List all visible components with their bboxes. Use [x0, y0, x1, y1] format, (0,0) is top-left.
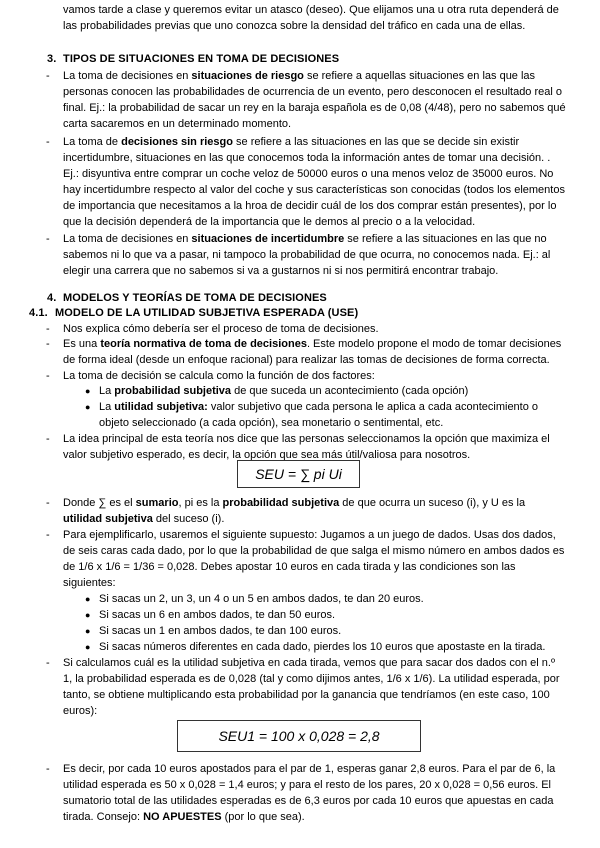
factor-utility-line-1: La utilidad subjetiva: valor subjetivo que cada persona le aplica a cada acontecimiento o	[99, 401, 539, 413]
no-risk-line-5: de importancia que necesitamos a la hroa de decidir cuál de los dos comprar están presentes), por lo	[63, 200, 557, 212]
bullet-marker: ●	[85, 642, 91, 652]
condition-item: Si sacas un 1 en ambos dados, te dan 100 euros.	[99, 625, 342, 637]
bullet-marker: ●	[85, 402, 91, 412]
risk-line-2: personas conocen las probabilidades de ocurrencia de un evento, pero desconocen el resultado real o	[63, 86, 563, 98]
condition-item: Si sacas números diferentes en cada dado, pierdes los 10 euros que apostaste en la tirada.	[99, 641, 546, 653]
main-idea-line-2: valor subjetivo esperado, es decir, la opción que sea más útil/valiosa para nosotros.	[63, 449, 471, 461]
factor-utility-line-2: objeto seleccionado (a cada opción), sea monetario o sentimental, etc.	[99, 417, 444, 429]
conclusion-line-4: tirada. Consejo: NO APUESTES (por lo que sea).	[63, 811, 305, 823]
calculation-line-1: Si calculamos cuál es la utilidad subjetiva en cada tirada, vemos que para sacar dos dados con el n.º	[63, 657, 555, 669]
calculation-line-3: tanto, se obtiene multiplicando esta probabilidad por la ganancia que tendríamos (en este caso, 100	[63, 689, 550, 701]
bullet-marker: ●	[85, 610, 91, 620]
use-intro-line: Nos explica cómo debería ser el proceso de toma de decisiones.	[63, 323, 379, 335]
formula-explanation-line-2: utilidad subjetiva del suceso (i).	[63, 513, 225, 525]
uncertainty-line-3: elegir una carrera que no sabemos si va a gustarnos ni si nos permitirá encontrar trabajo.	[63, 265, 499, 277]
seu-formula: SEU = ∑ pi Ui	[255, 466, 342, 482]
condition-item: Si sacas un 6 en ambos dados, te dan 50 euros.	[99, 609, 336, 621]
risk-line-4: carta sacaremos en un determinado momento.	[63, 118, 292, 130]
example-line-3: de 1/6 x 1/6 = 1/36 = 0,028. Debes apostar 10 euros en cada tirada y las condiciones son las	[63, 561, 516, 573]
seu-formula-box	[237, 460, 360, 488]
section-3-heading: TIPOS DE SITUACIONES EN TOMA DE DECISIONES	[63, 53, 340, 65]
dash-marker: -	[46, 136, 50, 148]
risk-line-1: La toma de decisiones en situaciones de riesgo se refiere a aquellas situaciones en las que las	[63, 70, 536, 82]
conclusion-line-2: utilidad esperada es 50 x 0,028 = 1,4 euros; y para el resto de los pares, 20 x 0,028 = 0,56 euros. El	[63, 779, 551, 791]
subsection-heading: MODELO DE LA UTILIDAD SUBJETIVA ESPERADA (USE)	[55, 307, 359, 319]
subsection-number: 4.1.	[29, 307, 48, 319]
condition-item: Si sacas un 2, un 3, un 4 o un 5 en ambos dados, te dan 20 euros.	[99, 593, 424, 605]
uncertainty-line-1: La toma de decisiones en situaciones de incertidumbre se refiere a las situaciones en las que no	[63, 233, 547, 245]
factor-probability: La probabilidad subjetiva de que suceda un acontecimiento (cada opción)	[99, 385, 469, 397]
dash-marker: -	[46, 338, 50, 350]
calculation-line-2: 1, la probabilidad esperada es de 0,028 (tal y como dijimos antes, 1/6 x 1/6). La utilidad esperada, por	[63, 673, 560, 685]
seu1-formula-box	[177, 720, 421, 752]
dash-marker: -	[46, 433, 50, 445]
dash-marker: -	[46, 763, 50, 775]
dash-marker: -	[46, 529, 50, 541]
intro-line-1: vamos tarde a clase y queremos evitar un atasco (deseo). Que elijamos una u otra ruta dependerá de	[63, 4, 559, 16]
calculation-line-4: euros):	[63, 705, 98, 717]
example-line-4: siguientes:	[63, 577, 116, 589]
main-idea-line-1: La idea principal de esta teoría nos dice que las personas seleccionamos la opción que maximiza el	[63, 433, 550, 445]
section-4-number: 4.	[47, 292, 57, 304]
no-risk-line-2: incertidumbre, situaciones en las que conocemos toda la información antes de tomar una decisión. .	[63, 152, 551, 164]
example-line-1: Para ejemplificarlo, usaremos el siguiente supuesto: Jugamos a un juego de dados. Usas dos dados,	[63, 529, 556, 541]
seu1-formula: SEU1 = 100 x 0,028 = 2,8	[218, 728, 380, 744]
formula-explanation-line-1: Donde ∑ es el sumario, pi es la probabilidad subjetiva de que ocurra un suceso (i), y U es la	[63, 497, 526, 509]
conclusion-line-3: sumatorio total de las utilidades esperadas es de 6,3 euros por cada 10 euros que apuestas en cada	[63, 795, 554, 807]
dash-marker: -	[46, 497, 50, 509]
normative-line-2: de forma ideal (desde un enfoque racional) para realizar las tomas de decisiones de forma correcta.	[63, 354, 550, 366]
intro-line-2: las probabilidades previas que uno conozca sobre la densidad del tráfico en cada una de ellas.	[63, 20, 526, 32]
normative-line-1: Es una teoría normativa de toma de decisiones. Este modelo propone el modo de tomar decisiones	[63, 338, 562, 350]
no-risk-line-1: La toma de decisiones sin riesgo se refiere a las situaciones en las que se decide sin existir	[63, 136, 520, 148]
no-risk-line-3: Ej.: disyuntiva entre comprar un coche veloz de 50000 euros o una menos veloz de 35000 euros. No	[63, 168, 554, 180]
bullet-marker: ●	[85, 626, 91, 636]
dash-marker: -	[46, 70, 50, 82]
section-3-number: 3.	[47, 53, 57, 65]
risk-line-3: final. Ej.: la probabilidad de sacar un rey en la baraja española es de 0,08 (4/48), pero no sabemos qué	[63, 102, 566, 114]
section-4-heading: MODELOS Y TEORÍAS DE TOMA DE DECISIONES	[63, 292, 327, 304]
conclusion-line-1: Es decir, por cada 10 euros apostados para el par de 1, esperas ganar 2,8 euros. Para el par de 6, la	[63, 763, 556, 775]
bullet-marker: ●	[85, 594, 91, 604]
dash-marker: -	[46, 370, 50, 382]
dash-marker: -	[46, 323, 50, 335]
no-risk-line-6: que la decisión dependerá de la importancia que le demos al precio o a la velocidad.	[63, 216, 476, 228]
bullet-marker: ●	[85, 386, 91, 396]
factors-intro-line: La toma de decisión se calcula como la función de dos factores:	[63, 370, 375, 382]
example-line-2: de seis caras cada dado, por lo que la probabilidad de que salga el mismo número en ambos dados es	[63, 545, 565, 557]
dash-marker: -	[46, 233, 50, 245]
dash-marker: -	[46, 657, 50, 669]
uncertainty-line-2: sabemos ni lo que va a pasar, ni tampoco la probabilidad de que ocurra, no conocemos nada. Ej.: al	[63, 249, 551, 261]
no-risk-line-4: hay incertidumbre respecto al valor del coche y sus características son conocidas (todos los elementos	[63, 184, 565, 196]
